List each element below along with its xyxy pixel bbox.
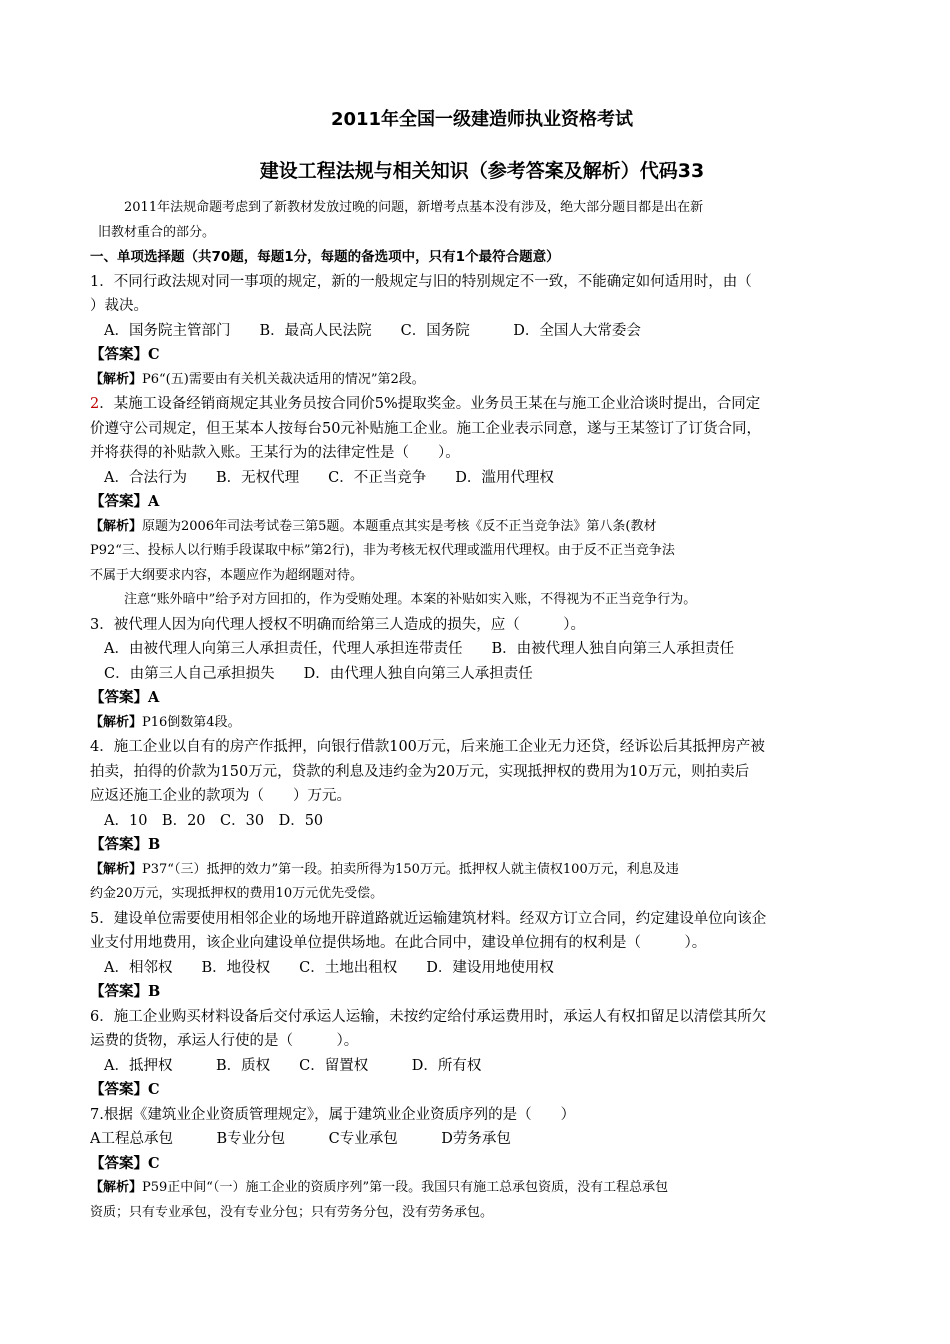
question-3-options-1: A．由被代理人向第三人承担责任，代理人承担连带责任 B．由被代理人独自向第三人承担责任 [104, 641, 735, 657]
question-4-options: A．10 B．20 C．30 D．50 [104, 812, 324, 829]
question-2-answer [90, 490, 874, 515]
question-7-line-1: 7.根据《建筑业企业资质管理规定》，属于建筑业企业资质序列的是（ ） [90, 1106, 576, 1123]
analysis-text: P6“(五)需要由有关机关裁决适用的情况”第2段。 [142, 371, 425, 387]
question-2-line-3: 并将获得的补贴款入账。王某行为的法律定性是（ ）。 [90, 445, 460, 461]
question-text: ．某施工设备经销商规定其业务员按合同价5%提取奖金。业务员王某在与施工企业洽谈时提出，合同定 [99, 396, 761, 412]
question-2-line-2: 价遵守公司规定，但王某本人按每台50元补贴施工企业。施工企业表示同意，遂与王某签订了订货合同， [90, 420, 761, 437]
answer-value: C [148, 346, 160, 363]
analysis-label: 【解析】 [90, 861, 143, 877]
question-1-options: A．国务院主管部门 B．最高人民法院 C．国务院 D．全国人大常委会 [104, 322, 641, 339]
analysis-label: 【解析】 [90, 518, 143, 534]
answer-value: C [148, 1154, 160, 1172]
question-1-analysis [90, 368, 874, 393]
analysis-label: 【解析】 [90, 1180, 143, 1195]
answer-label: 【答案】 [90, 689, 148, 706]
answer-label: 【答案】 [90, 836, 148, 853]
question-4-answer [90, 833, 874, 858]
analysis-text: P37“（三）抵押的效力”第一段。拍卖所得为150万元。抵押权人就主债权100万元，利息及违 [142, 861, 679, 877]
question-2-analysis-line-1 [90, 515, 874, 540]
answer-value: B [148, 836, 161, 853]
question-4-analysis-line-2: 约金20万元，实现抵押权的费用10万元优先受偿。 [90, 886, 384, 901]
question-6-options: A．抵押权 B．质权 C．留置权 D．所有权 [104, 1057, 482, 1074]
analysis-label: 【解析】 [90, 371, 143, 387]
question-3-answer [90, 686, 874, 711]
question-6-line-1: 6．施工企业购买材料设备后交付承运人运输，未按约定给付承运费用时，承运人有权扣留足以清偿其所欠 [90, 1008, 767, 1025]
answer-label: 【答案】 [90, 346, 148, 363]
answer-value: C [148, 1081, 160, 1098]
answer-label: 【答案】 [90, 1154, 148, 1172]
answer-label: 【答案】 [90, 1081, 148, 1098]
answer-label: 【答案】 [90, 493, 148, 510]
answer-label: 【答案】 [90, 983, 148, 1000]
question-2-note: 注意“账外暗中”给予对方回扣的，作为受贿处理。本案的补贴如实入账，不得视为不正当竞争行为。 [124, 592, 697, 607]
question-5-line-2: 业支付用地费用，该企业向建设单位提供场地。在此合同中，建设单位拥有的权利是（ ）。 [90, 935, 707, 951]
intro-line-2: 旧教材重合的部分。 [98, 224, 216, 240]
analysis-text: P59正中间“（一）施工企业的资质序列”第一段。我国只有施工总承包资质，没有工程总承包 [142, 1180, 669, 1195]
analysis-text: 原题为2006年司法考试卷三第5题。本题重点其实是考核《反不正当竞争法》第八条(教材 [142, 518, 657, 534]
question-3-options-2: C．由第三人自己承担损失 D．由代理人独自向第三人承担责任 [104, 665, 533, 682]
question-5-answer [90, 980, 874, 1005]
answer-value: A [148, 493, 160, 510]
analysis-text: P16倒数第4段。 [142, 714, 241, 730]
question-1-line-2: ）裁决。 [90, 298, 148, 314]
answer-value: B [148, 983, 161, 1000]
question-7-analysis-line-1 [90, 1176, 874, 1201]
document-subtitle: 建设工程法规与相关知识（参考答案及解析）代码33 [259, 160, 705, 182]
question-4-line-3: 应返还施工企业的款项为（ ）万元。 [90, 788, 351, 804]
document-title: 2011年全国一级建造师执业资格考试 [330, 109, 634, 130]
question-7-analysis-line-2: 资质；只有专业承包，没有专业分包；只有劳务分包，没有劳务承包。 [90, 1204, 494, 1220]
question-2-options: A．合法行为 B．无权代理 C．不正当竞争 D．滥用代理权 [104, 469, 554, 486]
question-4-line-2: 拍卖，拍得的价款为150万元，贷款的利息及违约金为20万元，实现抵押权的费用为10万元，则拍卖后 [90, 763, 750, 780]
question-5-options: A．相邻权 B．地役权 C．土地出租权 D．建设用地使用权 [104, 959, 554, 976]
question-3-analysis [90, 711, 874, 736]
question-2-analysis-line-3: 不属于大纲要求内容，本题应作为超纲题对待。 [90, 567, 364, 583]
question-2-analysis-line-2: P92“三、投标人以行贿手段谋取中标”第2行)，非为考核无权代理或滥用代理权。由于反不正当竞争法 [90, 543, 675, 558]
intro-line-1: 2011年法规命题考虑到了新教材发放过晚的问题，新增考点基本没有涉及，绝大部分题目都是出在新 [124, 200, 704, 215]
question-3-line-1: 3．被代理人因为向代理人授权不明确而给第三人造成的损失，应（ ）。 [90, 616, 585, 633]
section-heading: 一、单项选择题（共70题，每题1分，每题的备选项中，只有1个最符合题意） [90, 249, 560, 265]
document-page [90, 104, 874, 1225]
answer-value: A [148, 689, 160, 706]
question-1-line-1: 1．不同行政法规对同一事项的规定，新的一般规定与旧的特别规定不一致，不能确定如何适用时，由（ [90, 273, 752, 290]
question-1-answer [90, 343, 874, 368]
question-7-answer [90, 1152, 874, 1177]
question-number: 2 [90, 396, 100, 412]
question-2-line-1 [90, 392, 874, 417]
question-5-line-1: 5．建设单位需要使用相邻企业的场地开辟道路就近运输建筑材料。经双方订立合同，约定建设单位向该企 [90, 910, 767, 927]
question-7-options: A工程总承包 B专业分包 C专业承包 D劳务承包 [90, 1131, 511, 1147]
analysis-label: 【解析】 [90, 714, 143, 730]
question-4-analysis-line-1 [90, 858, 874, 883]
question-4-line-1: 4．施工企业以自有的房产作抵押，向银行借款100万元，后来施工企业无力还贷，经诉讼后其抵押房产被 [90, 739, 765, 755]
question-6-line-2: 运费的货物，承运人行使的是（ ）。 [90, 1033, 359, 1049]
question-6-answer [90, 1078, 874, 1103]
